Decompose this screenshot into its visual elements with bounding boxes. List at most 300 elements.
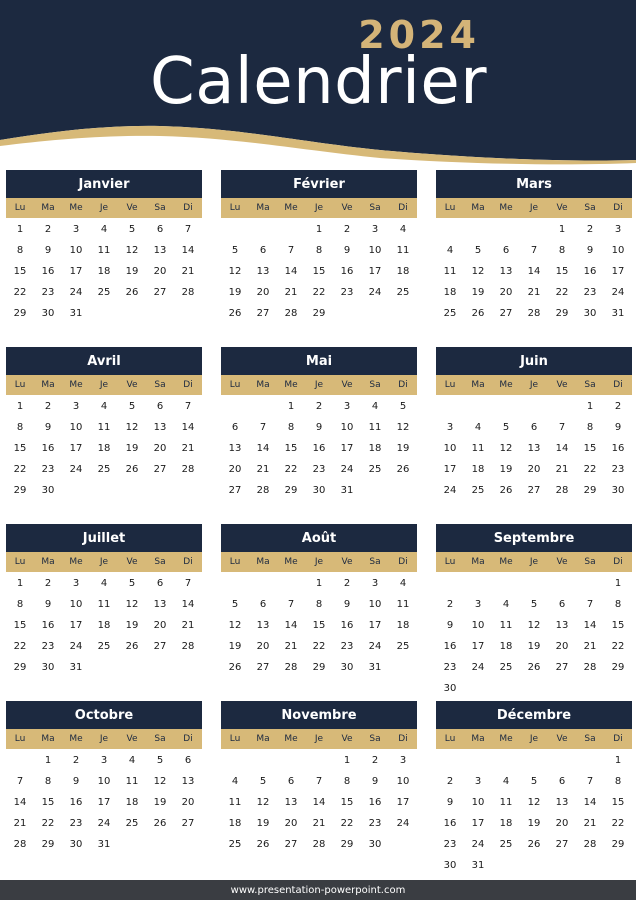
day-cell: 20 (153, 620, 167, 631)
day-cell: 24 (471, 662, 485, 673)
day-cell: 24 (97, 818, 111, 829)
month-block (221, 170, 417, 324)
day-cell: 1 (44, 755, 52, 766)
day-cell: 1 (343, 755, 351, 766)
day-cell: 13 (499, 266, 513, 277)
day-cell: 9 (315, 422, 323, 433)
day-cell: 10 (443, 443, 457, 454)
weekday-label: Je (99, 380, 109, 390)
day-cell: 14 (284, 620, 298, 631)
day-cell: 22 (284, 464, 298, 475)
day-cell: 14 (583, 797, 597, 808)
month-name: Avril (6, 347, 202, 375)
day-cell: 8 (16, 599, 24, 610)
empty-day-cell (221, 573, 249, 594)
day-cell: 22 (13, 641, 27, 652)
day-cell: 15 (312, 620, 326, 631)
weekday-label: Ve (341, 734, 353, 744)
weekday-label: Lu (444, 734, 456, 744)
day-cell: 6 (184, 755, 192, 766)
weekday-label: Je (529, 203, 539, 213)
day-cell: 14 (13, 797, 27, 808)
day-cell: 24 (368, 641, 382, 652)
day-cell: 15 (41, 797, 55, 808)
day-cell: 16 (443, 818, 457, 829)
day-cell: 27 (153, 464, 167, 475)
day-cell: 6 (156, 578, 164, 589)
weekday-label: Je (314, 557, 324, 567)
day-cell: 26 (256, 839, 270, 850)
day-cell: 28 (527, 308, 541, 319)
day-cell: 24 (69, 464, 83, 475)
day-cell: 29 (312, 662, 326, 673)
month-block (436, 347, 632, 501)
day-cell: 17 (368, 266, 382, 277)
weekday-label: Ma (41, 734, 55, 744)
day-cell: 21 (181, 266, 195, 277)
day-cell: 4 (502, 776, 510, 787)
day-cell: 5 (259, 776, 267, 787)
empty-day-cell (249, 219, 277, 240)
empty-day-cell (305, 750, 333, 771)
day-cell: 29 (611, 839, 625, 850)
weekday-label: Lu (14, 203, 26, 213)
day-cell: 4 (399, 578, 407, 589)
days-grid (221, 219, 417, 324)
day-cell: 10 (69, 599, 83, 610)
weekday-label: Ma (256, 380, 270, 390)
day-cell: 15 (555, 266, 569, 277)
empty-day-cell (548, 396, 576, 417)
day-cell: 8 (614, 599, 622, 610)
day-cell: 27 (256, 662, 270, 673)
day-cell: 16 (368, 797, 382, 808)
day-cell: 17 (471, 641, 485, 652)
day-cell: 19 (396, 443, 410, 454)
day-cell: 26 (396, 464, 410, 475)
day-cell: 2 (446, 599, 454, 610)
days-grid (436, 750, 632, 876)
day-cell: 13 (256, 266, 270, 277)
day-cell: 19 (499, 464, 513, 475)
day-cell: 3 (72, 578, 80, 589)
day-cell: 27 (527, 485, 541, 496)
weekday-label: Di (398, 734, 408, 744)
day-cell: 14 (181, 245, 195, 256)
weekday-label: Di (183, 203, 193, 213)
weekday-label: Lu (229, 380, 241, 390)
weekday-label: Je (529, 734, 539, 744)
day-cell: 19 (153, 797, 167, 808)
day-cell: 20 (228, 464, 242, 475)
weekday-label: Sa (154, 203, 166, 213)
weekday-label: Ma (471, 380, 485, 390)
empty-day-cell (492, 396, 520, 417)
weekday-label: Je (99, 203, 109, 213)
weekday-label: Me (69, 557, 83, 567)
day-cell: 30 (583, 308, 597, 319)
weekday-label: Ve (341, 380, 353, 390)
day-cell: 5 (128, 578, 136, 589)
empty-day-cell (436, 396, 464, 417)
day-cell: 4 (371, 401, 379, 412)
day-cell: 29 (13, 308, 27, 319)
day-cell: 6 (558, 599, 566, 610)
day-cell: 22 (340, 818, 354, 829)
day-cell: 16 (41, 620, 55, 631)
day-cell: 19 (125, 443, 139, 454)
weekday-label: Di (398, 203, 408, 213)
empty-day-cell (221, 219, 249, 240)
day-cell: 19 (125, 620, 139, 631)
days-grid (6, 396, 202, 501)
year-label: 2024 (358, 13, 480, 57)
weekday-label: Sa (369, 203, 381, 213)
day-cell: 15 (312, 266, 326, 277)
day-cell: 16 (69, 797, 83, 808)
day-cell: 20 (555, 641, 569, 652)
weekday-label: Me (284, 557, 298, 567)
day-cell: 10 (611, 245, 625, 256)
month-name: Septembre (436, 524, 632, 552)
day-cell: 14 (583, 620, 597, 631)
day-cell: 8 (315, 599, 323, 610)
day-cell: 28 (583, 839, 597, 850)
day-cell: 14 (256, 443, 270, 454)
day-cell: 9 (343, 245, 351, 256)
day-cell: 11 (125, 776, 139, 787)
day-cell: 12 (125, 599, 139, 610)
day-cell: 13 (228, 443, 242, 454)
day-cell: 23 (41, 464, 55, 475)
day-cell: 8 (16, 422, 24, 433)
day-cell: 1 (614, 578, 622, 589)
day-cell: 23 (583, 287, 597, 298)
weekday-label: Je (99, 734, 109, 744)
day-cell: 1 (315, 578, 323, 589)
day-cell: 6 (156, 224, 164, 235)
day-cell: 1 (16, 578, 24, 589)
empty-day-cell (277, 573, 305, 594)
day-cell: 2 (343, 578, 351, 589)
day-cell: 26 (228, 662, 242, 673)
weekday-label: Je (99, 557, 109, 567)
day-cell: 26 (499, 485, 513, 496)
day-cell: 2 (614, 401, 622, 412)
day-cell: 7 (259, 422, 267, 433)
day-cell: 24 (611, 287, 625, 298)
day-cell: 9 (343, 599, 351, 610)
day-cell: 14 (181, 599, 195, 610)
weekday-header-row (6, 552, 202, 572)
day-cell: 12 (125, 245, 139, 256)
day-cell: 17 (471, 818, 485, 829)
day-cell: 3 (100, 755, 108, 766)
empty-day-cell (464, 750, 492, 771)
day-cell: 27 (499, 308, 513, 319)
day-cell: 27 (153, 287, 167, 298)
day-cell: 5 (128, 224, 136, 235)
day-cell: 15 (611, 620, 625, 631)
day-cell: 6 (156, 401, 164, 412)
day-cell: 12 (527, 797, 541, 808)
day-cell: 8 (614, 776, 622, 787)
day-cell: 31 (69, 308, 83, 319)
weekday-label: Ma (471, 557, 485, 567)
weekday-label: Ma (41, 203, 55, 213)
weekday-label: Lu (444, 203, 456, 213)
weekday-label: Je (529, 557, 539, 567)
day-cell: 22 (312, 641, 326, 652)
empty-day-cell (548, 573, 576, 594)
day-cell: 31 (471, 860, 485, 871)
day-cell: 6 (530, 422, 538, 433)
weekday-header-row (436, 729, 632, 749)
day-cell: 26 (125, 641, 139, 652)
day-cell: 22 (583, 464, 597, 475)
days-grid (6, 750, 202, 855)
day-cell: 14 (312, 797, 326, 808)
day-cell: 22 (611, 641, 625, 652)
day-cell: 13 (153, 599, 167, 610)
day-cell: 20 (284, 818, 298, 829)
day-cell: 26 (527, 662, 541, 673)
day-cell: 1 (16, 401, 24, 412)
weekday-label: Me (499, 734, 513, 744)
month-block (436, 701, 632, 876)
day-cell: 4 (399, 224, 407, 235)
day-cell: 13 (284, 797, 298, 808)
day-cell: 20 (555, 818, 569, 829)
day-cell: 28 (583, 662, 597, 673)
day-cell: 5 (530, 599, 538, 610)
day-cell: 11 (471, 443, 485, 454)
day-cell: 22 (13, 287, 27, 298)
empty-day-cell (520, 219, 548, 240)
day-cell: 5 (156, 755, 164, 766)
weekday-label: Sa (154, 734, 166, 744)
day-cell: 11 (97, 599, 111, 610)
weekday-label: Di (398, 380, 408, 390)
day-cell: 30 (443, 683, 457, 694)
empty-day-cell (277, 750, 305, 771)
days-grid (6, 573, 202, 678)
day-cell: 17 (611, 266, 625, 277)
day-cell: 11 (97, 245, 111, 256)
day-cell: 9 (614, 422, 622, 433)
day-cell: 2 (315, 401, 323, 412)
day-cell: 25 (228, 839, 242, 850)
empty-day-cell (249, 396, 277, 417)
day-cell: 11 (499, 797, 513, 808)
day-cell: 15 (340, 797, 354, 808)
days-grid (221, 573, 417, 678)
weekday-header-row (436, 198, 632, 218)
days-grid (436, 219, 632, 324)
day-cell: 20 (499, 287, 513, 298)
empty-day-cell (464, 396, 492, 417)
day-cell: 18 (368, 443, 382, 454)
day-cell: 7 (287, 245, 295, 256)
weekday-label: Me (499, 380, 513, 390)
day-cell: 7 (315, 776, 323, 787)
day-cell: 21 (555, 464, 569, 475)
day-cell: 27 (555, 662, 569, 673)
month-name: Octobre (6, 701, 202, 729)
day-cell: 15 (611, 797, 625, 808)
weekday-label: Ma (41, 557, 55, 567)
weekday-label: Ve (341, 203, 353, 213)
day-cell: 4 (231, 776, 239, 787)
day-cell: 28 (181, 464, 195, 475)
day-cell: 5 (399, 401, 407, 412)
month-name: Mai (221, 347, 417, 375)
day-cell: 29 (583, 485, 597, 496)
day-cell: 24 (69, 641, 83, 652)
day-cell: 23 (41, 287, 55, 298)
weekday-header-row (436, 375, 632, 395)
day-cell: 26 (153, 818, 167, 829)
day-cell: 7 (184, 224, 192, 235)
day-cell: 9 (44, 422, 52, 433)
day-cell: 21 (583, 818, 597, 829)
weekday-header-row (6, 375, 202, 395)
empty-day-cell (277, 219, 305, 240)
empty-day-cell (576, 573, 604, 594)
day-cell: 11 (499, 620, 513, 631)
weekday-label: Di (183, 380, 193, 390)
day-cell: 27 (228, 485, 242, 496)
weekday-label: Sa (154, 557, 166, 567)
weekday-label: Ma (471, 203, 485, 213)
day-cell: 12 (527, 620, 541, 631)
empty-day-cell (492, 219, 520, 240)
day-cell: 23 (69, 818, 83, 829)
day-cell: 23 (312, 464, 326, 475)
day-cell: 12 (153, 776, 167, 787)
weekday-label: Sa (369, 734, 381, 744)
day-cell: 5 (231, 599, 239, 610)
empty-day-cell (576, 750, 604, 771)
day-cell: 17 (396, 797, 410, 808)
month-block (6, 170, 202, 324)
day-cell: 13 (555, 620, 569, 631)
day-cell: 20 (256, 641, 270, 652)
day-cell: 2 (343, 224, 351, 235)
day-cell: 6 (558, 776, 566, 787)
day-cell: 15 (583, 443, 597, 454)
day-cell: 17 (97, 797, 111, 808)
day-cell: 2 (371, 755, 379, 766)
day-cell: 25 (97, 464, 111, 475)
day-cell: 11 (368, 422, 382, 433)
empty-day-cell (249, 750, 277, 771)
day-cell: 21 (583, 641, 597, 652)
weekday-label: Me (284, 734, 298, 744)
day-cell: 29 (284, 485, 298, 496)
day-cell: 3 (72, 224, 80, 235)
day-cell: 7 (586, 599, 594, 610)
weekday-header-row (221, 375, 417, 395)
day-cell: 11 (228, 797, 242, 808)
weekday-label: Sa (369, 557, 381, 567)
month-name: Novembre (221, 701, 417, 729)
weekday-header-row (6, 729, 202, 749)
day-cell: 8 (343, 776, 351, 787)
day-cell: 25 (499, 839, 513, 850)
day-cell: 10 (368, 599, 382, 610)
days-grid (436, 396, 632, 501)
day-cell: 12 (396, 422, 410, 433)
day-cell: 10 (368, 245, 382, 256)
day-cell: 8 (558, 245, 566, 256)
weekday-label: Ve (556, 380, 568, 390)
day-cell: 29 (41, 839, 55, 850)
day-cell: 25 (125, 818, 139, 829)
day-cell: 25 (396, 287, 410, 298)
weekday-label: Lu (444, 557, 456, 567)
day-cell: 17 (69, 443, 83, 454)
day-cell: 18 (97, 266, 111, 277)
day-cell: 18 (97, 620, 111, 631)
day-cell: 19 (471, 287, 485, 298)
weekday-label: Me (69, 203, 83, 213)
empty-day-cell (221, 396, 249, 417)
day-cell: 6 (259, 245, 267, 256)
weekday-label: Lu (14, 734, 26, 744)
day-cell: 26 (228, 308, 242, 319)
day-cell: 17 (443, 464, 457, 475)
weekday-label: Sa (584, 734, 596, 744)
day-cell: 18 (228, 818, 242, 829)
day-cell: 3 (371, 578, 379, 589)
weekday-label: Di (398, 557, 408, 567)
day-cell: 7 (16, 776, 24, 787)
day-cell: 16 (611, 443, 625, 454)
day-cell: 16 (41, 266, 55, 277)
month-block (221, 524, 417, 678)
day-cell: 6 (231, 422, 239, 433)
day-cell: 9 (586, 245, 594, 256)
day-cell: 11 (396, 245, 410, 256)
day-cell: 29 (312, 308, 326, 319)
day-cell: 4 (100, 401, 108, 412)
day-cell: 14 (181, 422, 195, 433)
day-cell: 5 (530, 776, 538, 787)
day-cell: 16 (583, 266, 597, 277)
day-cell: 5 (231, 245, 239, 256)
day-cell: 10 (340, 422, 354, 433)
day-cell: 10 (471, 620, 485, 631)
month-name: Mars (436, 170, 632, 198)
day-cell: 2 (44, 401, 52, 412)
day-cell: 1 (315, 224, 323, 235)
weekday-label: Lu (14, 380, 26, 390)
day-cell: 20 (153, 443, 167, 454)
day-cell: 13 (153, 245, 167, 256)
day-cell: 28 (181, 287, 195, 298)
day-cell: 18 (396, 620, 410, 631)
day-cell: 4 (100, 578, 108, 589)
day-cell: 7 (586, 776, 594, 787)
day-cell: 3 (474, 776, 482, 787)
day-cell: 30 (41, 485, 55, 496)
weekday-label: Je (314, 380, 324, 390)
day-cell: 30 (69, 839, 83, 850)
day-cell: 30 (368, 839, 382, 850)
day-cell: 15 (284, 443, 298, 454)
weekday-label: Ve (126, 380, 138, 390)
